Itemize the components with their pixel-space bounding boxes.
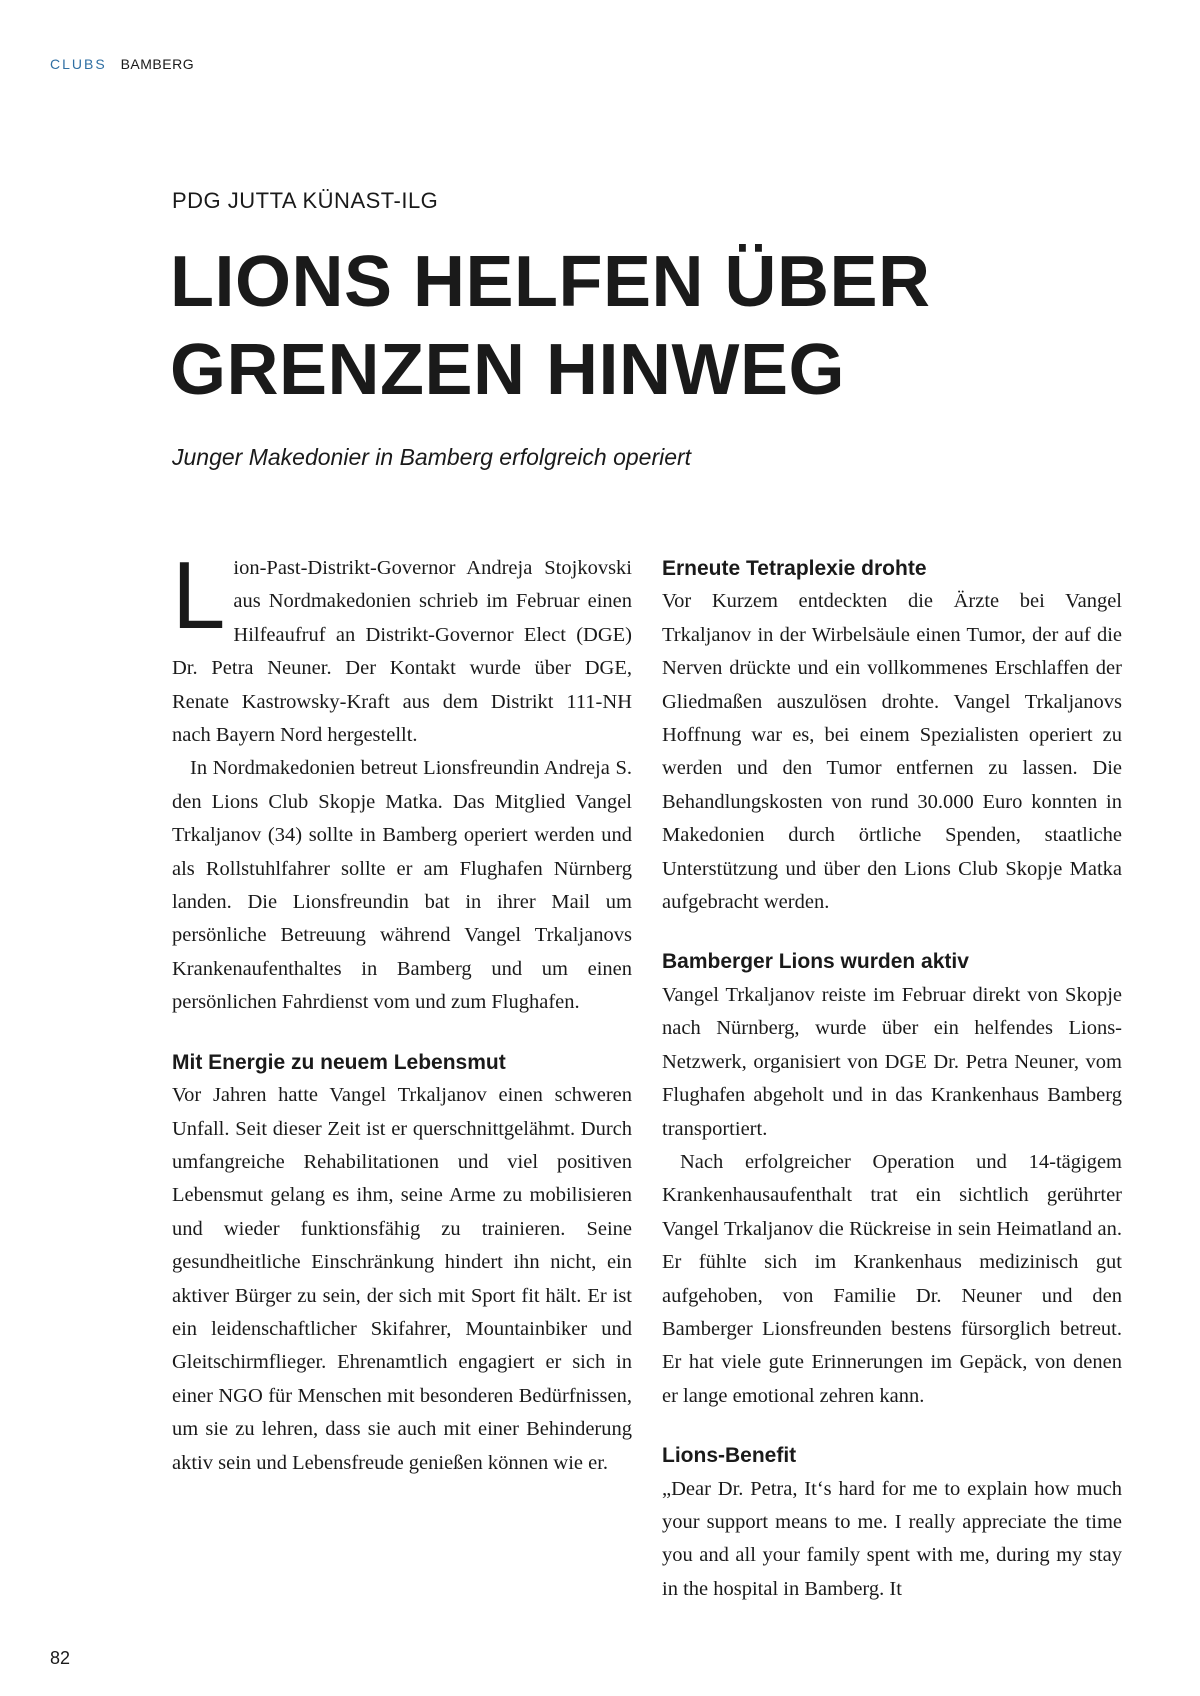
running-head bbox=[50, 56, 194, 72]
paragraph-intro-text: ion-Past-Distrikt-Governor Andreja Stojkovski aus Nordmakedonien schrieb im Februar einen Hilfeaufruf an Distrikt-Governor Elect (DGE) Dr. Petra Neuner. Der Kontakt wurde über DGE, Renate Kastrowsky-Kraft aus dem Distrikt 111-NH nach Bayern Nord hergestellt. bbox=[172, 557, 632, 747]
paragraph-intro bbox=[172, 542, 632, 752]
section-label: CLUBS bbox=[50, 56, 107, 72]
article-title bbox=[170, 238, 1070, 414]
paragraph: Nach erfolgreicher Operation und 14-tägigem Krankenhausaufenthalt trat ein sichtlich gerührter Vangel Trkaljanov die Rückreise in sein Heimatland an. Er fühlte sich im Krankenhaus medizinisch gut aufgehoben, von Familie Dr. Neuner und den Bamberger Lionsfreunden bestens fürsorglich betreut. Er hat viele gute Erinnerungen im Gepäck, von denen er lange emotional zehren kann. bbox=[662, 1150, 1122, 1407]
section-heading: Bamberger Lions wurden aktiv bbox=[662, 950, 969, 974]
paragraph: Vangel Trkaljanov reiste im Februar direkt von Skopje nach Nürnberg, wurde über ein helfendes Lions-Netzwerk, organisiert von DGE Dr. Petra Neuner, vom Flughafen abgeholt und in das Krankenhaus Bamberg transportiert. bbox=[662, 983, 1122, 1140]
page-number: 82 bbox=[50, 1648, 71, 1668]
section-heading: Lions-Benefit bbox=[662, 1444, 797, 1468]
title-line-1: LIONS HELFEN ÜBER bbox=[170, 242, 931, 322]
club-label: BAMBERG bbox=[120, 56, 195, 72]
article-subtitle: Junger Makedonier in Bamberg erfolgreich operiert bbox=[172, 444, 692, 470]
article-author: PDG JUTTA KÜNAST-ILG bbox=[172, 188, 439, 213]
paragraph: Vor Jahren hatte Vangel Trkaljanov einen schweren Unfall. Seit dieser Zeit ist er querschnittgelähmt. Durch umfangreiche Rehabilitationen und viel positiven Lebensmut gelang es ihm, seine Arme zu mobilisieren und wieder funktionsfähig zu trainieren. Seine gesundheitliche Einschränkung hindert ihn nicht, ein aktiver Bürger zu sein, der sich mit Sport fit hält. Er ist ein leidenschaftlicher Skifahrer, Mountainbiker und Gleitschirmflieger. Ehrenamtlich engagiert er sich in einer NGO für Menschen mit besonderen Bedürfnissen, um sie zu lehren, dass sie auch mit einer Behinderung aktiv sein und Lebensfreude genießen können wie er. bbox=[172, 1084, 632, 1474]
drop-cap: L bbox=[172, 542, 226, 649]
paragraph: „Dear Dr. Petra, It‘s hard for me to explain how much your support means to me. I really appreciate the time you and all your family spent with me, during my stay in the hospital in Bamberg. It bbox=[662, 1477, 1122, 1600]
section-heading: Erneute Tetraplexie drohte bbox=[662, 557, 927, 580]
paragraph: Vor Kurzem entdeckten die Ärzte bei Vangel Trkaljanov in der Wirbelsäule einen Tumor, der auf die Nerven drückte und ein vollkommenes Erschlaffen der Gliedmaßen auszulösen drohte. Vangel Trkaljanovs Hoffnung war es, bei einem Spezialisten operiert zu werden und den Tumor entfernen zu lassen. Die Behandlungskosten von rund 30.000 Euro konnten in Makedonien durch örtliche Spenden, staatliche Unterstützung und über den Lions Club Skopje Matka aufgebracht werden. bbox=[662, 590, 1122, 914]
title-line-2: GRENZEN HINWEG bbox=[170, 330, 846, 410]
paragraph: In Nordmakedonien betreut Lionsfreundin Andreja S. den Lions Club Skopje Matka. Das Mitglied Vangel Trkaljanov (34) sollte in Bamberg operiert werden und als Rollstuhlfahrer sollte er am Flughafen Nürnberg landen. Die Lionsfreundin bat in ihrer Mail um persönliche Betreuung während Vangel Trkaljanovs Krankenaufenthaltes in Bamberg und um einen persönlichen Fahrdienst vom und zum Flughafen. bbox=[172, 757, 632, 1014]
section-heading: Mit Energie zu neuem Lebensmut bbox=[172, 1050, 506, 1074]
column-right bbox=[662, 552, 1122, 1606]
column-left bbox=[172, 542, 632, 1480]
